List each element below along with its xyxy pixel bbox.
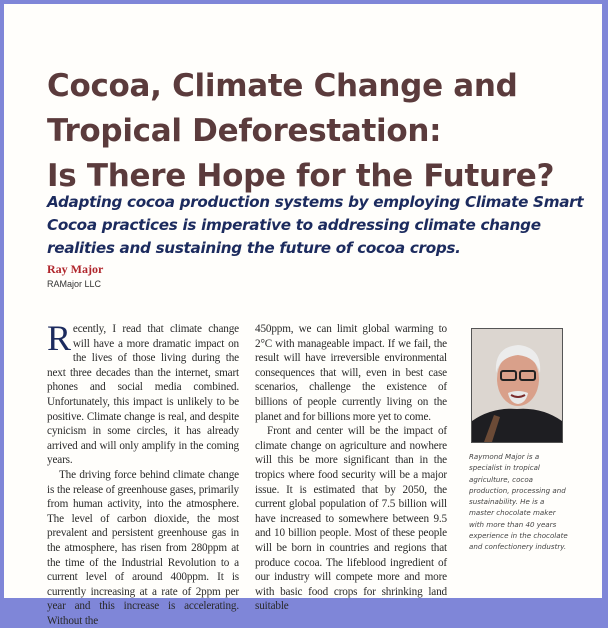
paragraph-text: ecently, I read that climate change will have a more dramatic impact on the lives of those living during the next three decades than the internet, smart phones and social media combined. Unfortunately, this impact is unlikely to be positive. Climate change is real, and despite cynicism in some circles, it has already arrived and will only amplify in the coming years. [47,323,239,467]
paragraph: 450ppm, we can limit global warming to 2°C with manageable impact. If we fail, the result will have irreversible environmental consequences that will, even in best case scenarios, challenge the existence of billions of people currently living on the planet and for billions more yet to come. [255,323,447,423]
article-title [47,64,587,199]
drop-cap: R [47,318,71,358]
title-line-1: Cocoa, Climate Change and [47,68,518,104]
author-photo [471,328,563,443]
author-bio-caption: Raymond Major is a specialist in tropical agriculture, cocoa production, processing and sustainability. He is a master chocolate maker with more than 40 years experience in the chocolate and confectionery industry. [469,452,568,552]
body-column-2 [255,322,447,614]
paragraph: Front and center will be the impact of climate change on agriculture and nowhere will this be more significant than in the tropics where food security will be a major issue. It is estimated that by 2050, the current global population of 7.5 billion will have increased to somewhere between 9.5 and 10 billion people. Most of these people will be born in countries and regions that produce cocoa. The lifeblood ingredient of our industry will compete more and more with basic food crops for shrinking land suitable [255,425,447,613]
body-column-1 [47,318,239,628]
article-page [4,4,602,627]
article-subtitle: Adapting cocoa production systems by employing Climate Smart Cocoa practices is imperative to addressing climate change realities and sustaining the future of cocoa crops. [47,193,584,257]
title-line-3: Is There Hope for the Future? [47,158,555,194]
title-line-2: Tropical Deforestation: [47,113,442,149]
paragraph: The driving force behind climate change is the release of greenhouse gases, primarily from human activity, into the atmosphere. The level of carbon dioxide, the most prevalent and persistent greenhouse gas in the atmosphere, has risen from 280ppm at the time of the Industrial Revolution to a current level of around 400ppm. It is currently increasing at a rate of 2ppm per year and this increase is accelerating. Without the [47,468,239,627]
author-affiliation: RAMajor LLC [47,279,102,289]
author-name: Ray Major [47,262,104,276]
paragraph [47,318,239,468]
